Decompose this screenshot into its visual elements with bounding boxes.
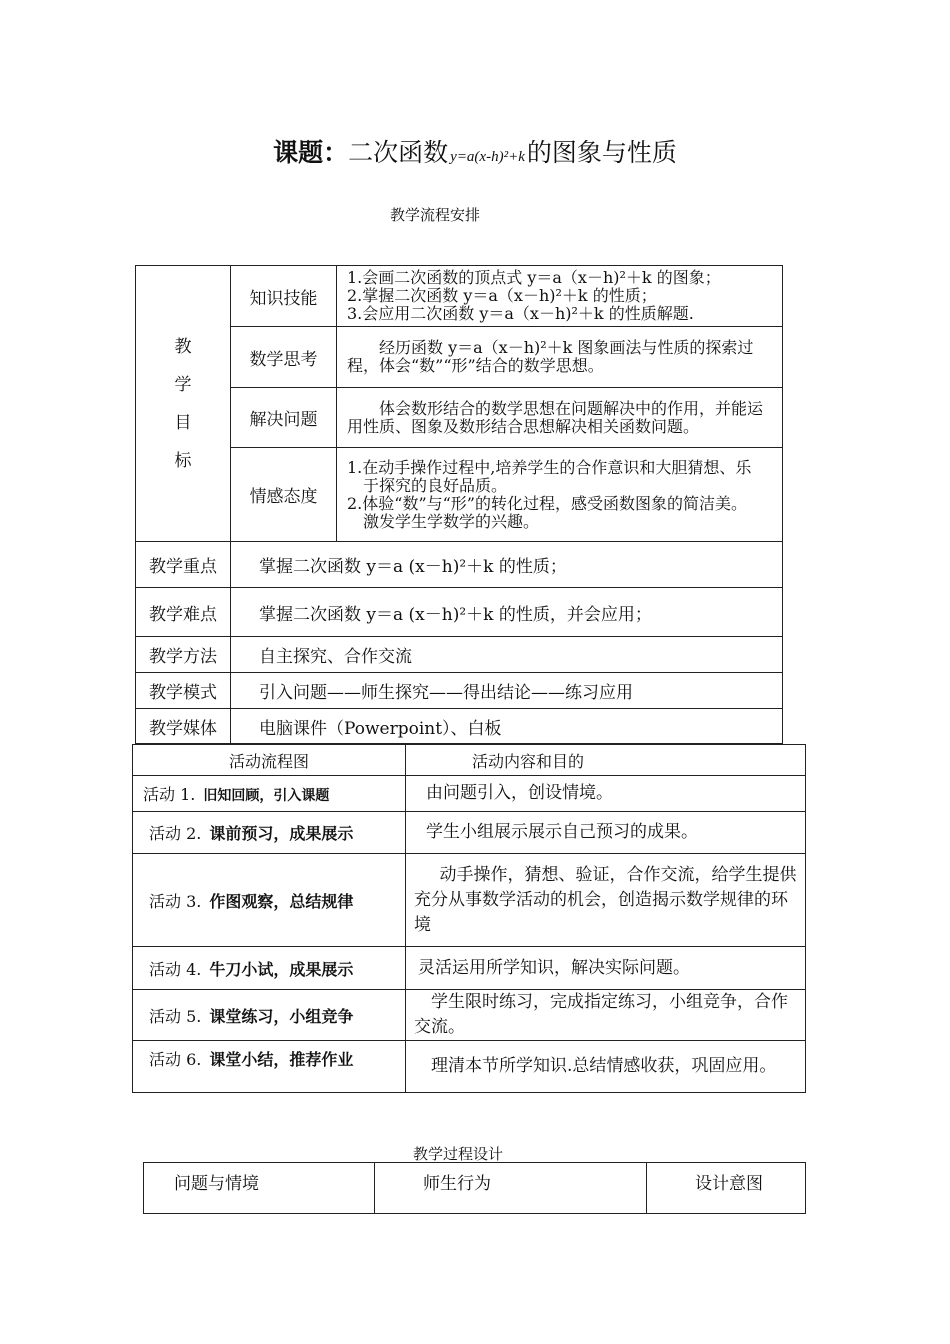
activity-description: 动手操作，猜想、验证，合作交流，给学生提供充分从事数学活动的机会，创造揭示数学规律的环境	[406, 854, 806, 947]
flow-heading: 教学流程安排	[390, 206, 481, 224]
activity-description: 学生小组展示展示自己预习的成果。	[406, 812, 806, 854]
activity-name: 活动 2. 课前预习，成果展示	[133, 812, 406, 854]
process-header: 问题与情境	[144, 1163, 375, 1214]
info-value: 掌握二次函数 y＝a (x－h)²＋k 的性质，并会应用；	[231, 588, 783, 637]
objective-label: 知识技能	[231, 266, 337, 327]
activity-name: 活动 3. 作图观察，总结规律	[133, 854, 406, 947]
objective-content: 1.在动手操作过程中,培养学生的合作意识和大胆猜想、乐于探究的良好品质。 2.体验“数”与“形”的转化过程，感受函数图象的简洁美。激发学生学数学的兴趣。	[337, 448, 783, 542]
formula: y=a(x-h)²+k	[450, 149, 525, 165]
objective-content: 经历函数 y＝a（x－h)²＋k 图象画法与性质的探索过程，体会“数”“形”结合的数学思想。	[337, 327, 783, 388]
activity-name: 活动 1. 旧知回顾，引入课题	[133, 776, 406, 812]
objectives-table	[135, 265, 783, 744]
info-label: 教学难点	[136, 588, 231, 637]
info-value: 掌握二次函数 y＝a (x－h)²＋k 的性质；	[231, 542, 783, 588]
info-label: 教学媒体	[136, 709, 231, 744]
activities-header: 活动流程图	[133, 745, 406, 776]
objective-content: 体会数形结合的数学思想在问题解决中的作用，并能运用性质、图象及数形结合思想解决相关函数问题。	[337, 388, 783, 448]
info-value: 引入问题——师生探究——得出结论——练习应用	[231, 673, 783, 709]
activity-name: 活动 5. 课堂练习，小组竞争	[133, 990, 406, 1041]
activities-table	[132, 744, 806, 1093]
activity-name: 活动 6. 课堂小结，推荐作业	[133, 1041, 406, 1093]
activity-name: 活动 4. 牛刀小试，成果展示	[133, 947, 406, 990]
info-label: 教学重点	[136, 542, 231, 588]
activity-description: 学生限时练习，完成指定练习，小组竞争，合作交流。	[406, 990, 806, 1041]
objectives-group-label: 教 学 目 标	[136, 266, 231, 542]
activity-description: 灵活运用所学知识，解决实际问题。	[406, 947, 806, 990]
objective-label: 数学思考	[231, 327, 337, 388]
info-label: 教学模式	[136, 673, 231, 709]
process-table	[143, 1162, 806, 1214]
process-heading: 教学过程设计	[413, 1145, 504, 1163]
page-title: 课题：二次函数 y=a(x-h)²+k的图象与性质	[273, 138, 677, 167]
activity-description: 理清本节所学知识.总结情感收获，巩固应用。	[406, 1041, 806, 1093]
process-header: 设计意图	[647, 1163, 806, 1214]
info-value: 电脑课件（Powerpoint）、白板	[231, 709, 783, 744]
objective-content: 1.会画二次函数的顶点式 y＝a（x－h)²＋k 的图象； 2.掌握二次函数 y＝a（x－h)²＋k 的性质； 3.会应用二次函数 y＝a（x－h)²＋k 的性质解题.	[337, 266, 783, 327]
info-label: 教学方法	[136, 637, 231, 673]
objective-label: 解决问题	[231, 388, 337, 448]
activity-description: 由问题引入，创设情境。	[406, 776, 806, 812]
process-header: 师生行为	[375, 1163, 647, 1214]
info-value: 自主探究、合作交流	[231, 637, 783, 673]
activities-header: 活动内容和目的	[406, 745, 806, 776]
objective-label: 情感态度	[231, 448, 337, 542]
